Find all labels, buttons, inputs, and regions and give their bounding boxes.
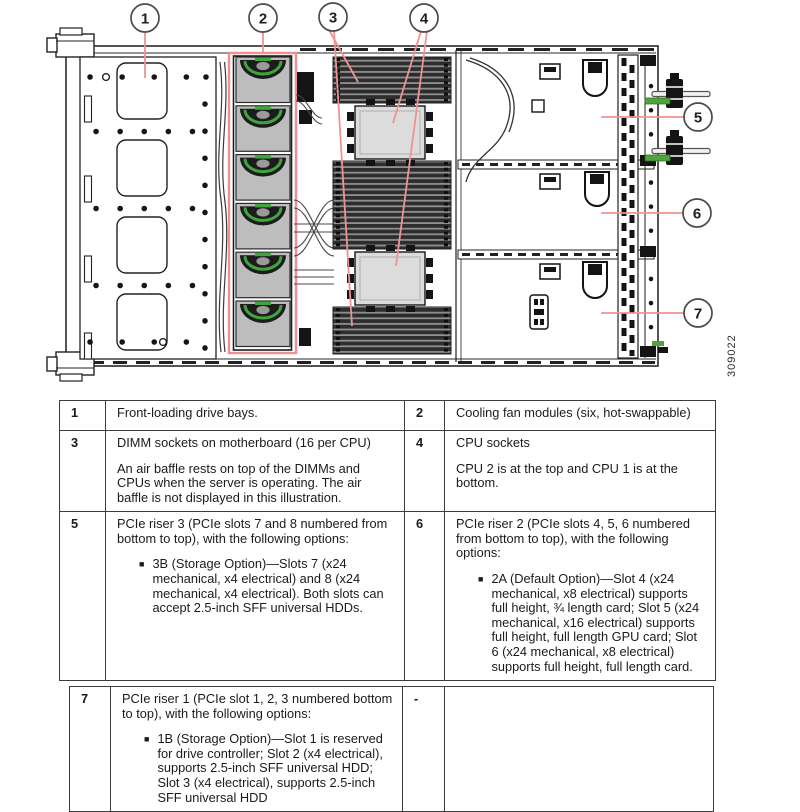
- figure-id-label: 309022: [726, 334, 738, 377]
- bullet-item: [139, 557, 396, 615]
- desc-text: DIMM sockets on motherboard (16 per CPU): [117, 435, 371, 450]
- bullet-square-icon: ■: [139, 559, 145, 570]
- desc-text: An air baffle rests on top of the DIMMs and CPUs when the server is operating. The air baffle is not displayed in this illustration.: [117, 460, 362, 505]
- server-diagram-svg: [0, 0, 800, 398]
- callout-6-label: 6: [692, 205, 702, 223]
- desc-cpu-sockets: [445, 431, 716, 512]
- callout-7: [684, 299, 712, 327]
- server-top-view-figure: [0, 0, 800, 398]
- legend-table-lower: [69, 686, 714, 812]
- desc-text: Cooling fan modules (six, hot-swappable): [456, 405, 691, 420]
- desc-text: PCIe riser 1 (PCIe slot 1, 2, 3 numbered bottom to top), with the following options:: [122, 691, 393, 721]
- desc-text: Front-loading drive bays.: [117, 405, 258, 420]
- callout-ref-5: 5: [60, 512, 106, 681]
- desc-pcie-riser-2: [445, 512, 716, 681]
- callout-ref-4: 4: [405, 431, 445, 512]
- callout-7-label: 7: [693, 305, 703, 323]
- cpu-socket-cpu2: [347, 99, 433, 166]
- callout-2-label: 2: [258, 10, 268, 28]
- front-drive-bays: [80, 57, 227, 359]
- bullet-item: [478, 572, 707, 674]
- legend-row-3-4: [60, 431, 716, 512]
- desc-pcie-riser-3: [106, 512, 405, 681]
- callout-ref-6: 6: [405, 512, 445, 681]
- callout-3-label: 3: [328, 9, 338, 27]
- desc-text: CPU sockets: [456, 435, 530, 450]
- bullet-text: 1B (Storage Option)—Slot 1 is reserved for drive controller; Slot 2 (x4 electrical), supports 2.5-inch SFF universal HDD; Slot 3 (x4 electrical), supports 2.5-inch SFF universal HDD: [157, 731, 383, 805]
- desc-text: PCIe riser 3 (PCIe slots 7 and 8 numbered from bottom to top), with the following options:: [117, 516, 388, 546]
- legend-row-7: [70, 687, 714, 812]
- callout-5: [684, 103, 712, 131]
- bullet-square-icon: ■: [478, 574, 484, 585]
- callout-4: [410, 4, 438, 32]
- callout-1-label: 1: [140, 10, 150, 28]
- callout-4-label: 4: [419, 10, 429, 28]
- bullet-item: [144, 732, 394, 805]
- callout-ref-7: 7: [70, 687, 111, 812]
- bullet-text: 2A (Default Option)—Slot 4 (x24 mechanical, x8 electrical) supports full height, ¾ length card; Slot 5 (x24 mechanical, x16 electrical) supports full height, full length GPU card; Slot 6 (x24 mechanical, x8 electrical) supports full height, full length card.: [491, 571, 700, 674]
- bullet-square-icon: ■: [144, 734, 150, 745]
- desc-dimm-sockets: [106, 431, 405, 512]
- bullet-text: 3B (Storage Option)—Slots 7 (x24 mechanical, x4 electrical) and 8 (x24 mechanical, x4 electrical). Both slots can accept 2.5-inch SFF universal HDDs.: [152, 556, 384, 616]
- callout-ref-dash: -: [403, 687, 445, 812]
- legend-row-1-2: [60, 401, 716, 431]
- callout-3: [319, 3, 347, 31]
- cpu-socket-cpu1: [347, 245, 433, 312]
- cooling-fan-modules: [229, 53, 296, 353]
- front-ear-top: [47, 28, 94, 57]
- legend-table-upper: [59, 400, 716, 681]
- desc-drive-bays: [106, 401, 405, 431]
- desc-empty: [445, 687, 714, 812]
- legend-row-5-6: [60, 512, 716, 681]
- desc-pcie-riser-1: [111, 687, 403, 812]
- callout-1: [131, 4, 159, 32]
- callout-ref-2: 2: [405, 401, 445, 431]
- callout-2: [249, 4, 277, 32]
- desc-text: CPU 2 is at the top and CPU 1 is at the bottom.: [456, 460, 678, 491]
- desc-text: PCIe riser 2 (PCIe slots 4, 5, 6 numbered from bottom to top), with the following options:: [456, 516, 690, 561]
- desc-fan-modules: [445, 401, 716, 431]
- callout-ref-1: 1: [60, 401, 106, 431]
- callout-5-label: 5: [693, 109, 703, 127]
- callout-ref-3: 3: [60, 431, 106, 512]
- callout-6: [683, 199, 711, 227]
